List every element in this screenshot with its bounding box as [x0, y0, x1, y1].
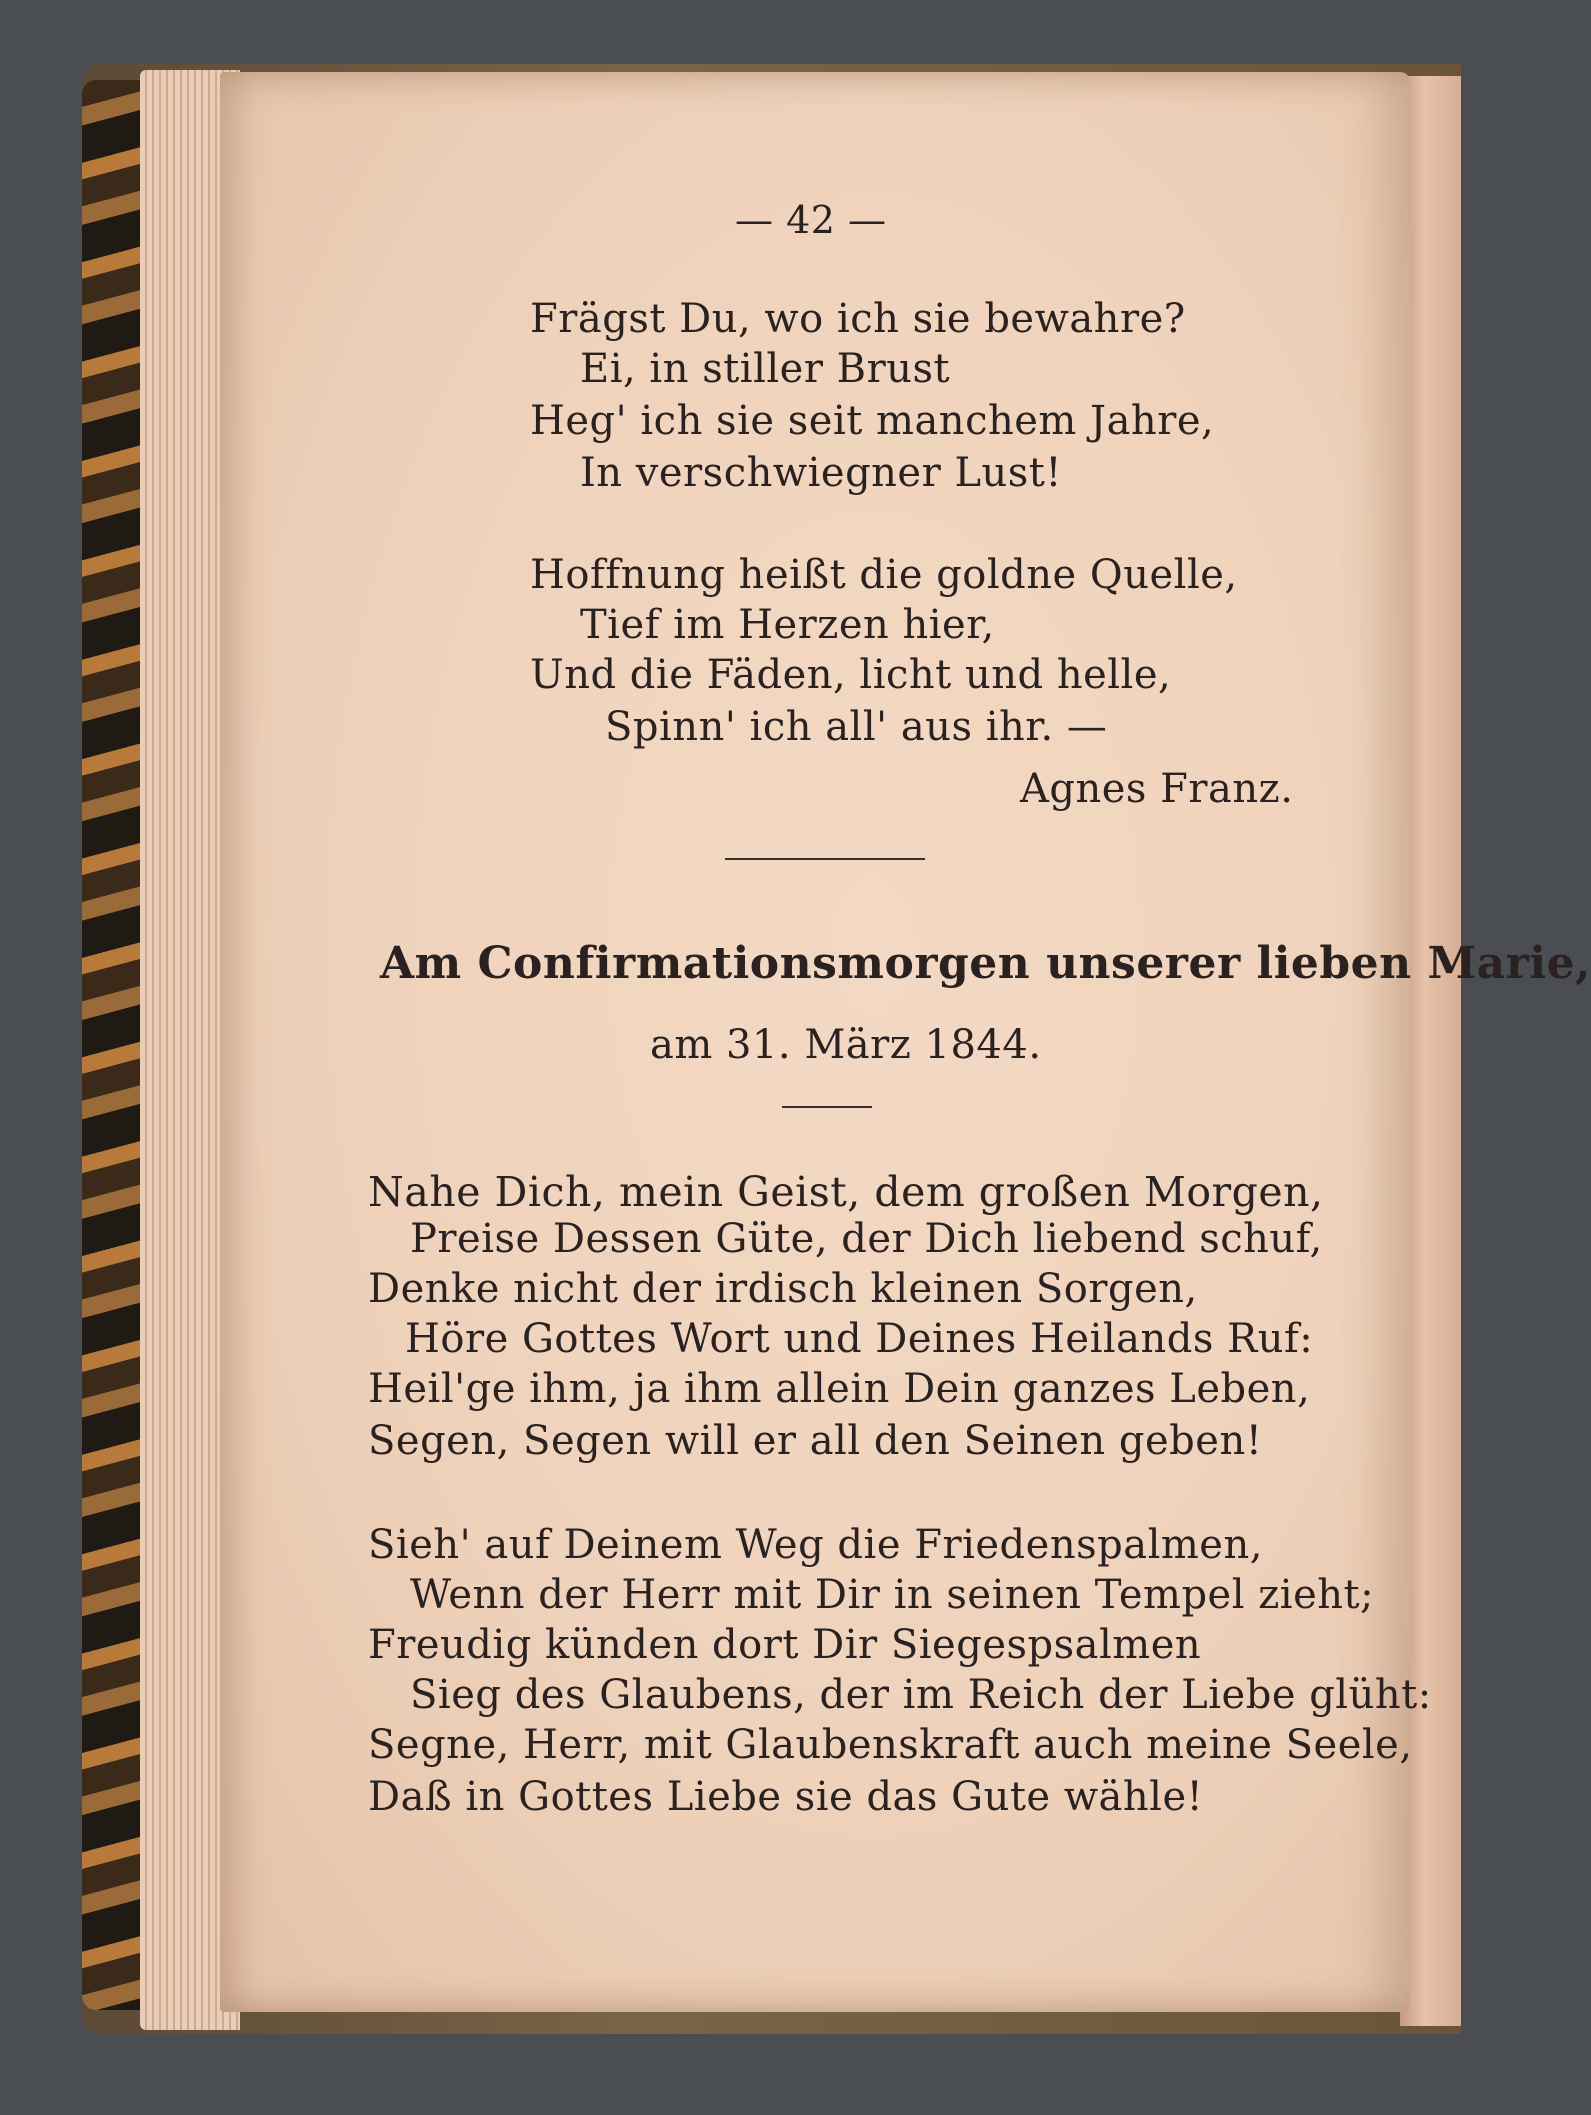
- stanza1-line-4: In verschwiegner Lust!: [580, 450, 1062, 496]
- stanza4-line-3: Freudig künden dort Dir Siegespsalmen: [368, 1622, 1202, 1668]
- stanza2-line-1: Hoffnung heißt die goldne Quelle,: [530, 552, 1238, 598]
- stanza3-line-3: Denke nicht der irdisch kleinen Sorgen,: [368, 1266, 1198, 1312]
- stanza2-line-2: Tief im Herzen hier,: [580, 602, 995, 648]
- stanza4-line-5: Segne, Herr, mit Glaubenskraft auch meine Seele,: [368, 1722, 1413, 1768]
- stanza1-line-1: Frägst Du, wo ich sie bewahre?: [530, 296, 1186, 342]
- poem-date: am 31. März 1844.: [650, 1022, 1042, 1068]
- stanza3-line-5: Heil'ge ihm, ja ihm allein Dein ganzes Leben,: [368, 1366, 1311, 1412]
- stanza2-line-4: Spinn' ich all' aus ihr. —: [605, 704, 1108, 750]
- poem-title: Am Confirmationsmorgen unserer lieben Marie,: [380, 938, 1591, 989]
- stanza2-line-3: Und die Fäden, licht und helle,: [530, 652, 1172, 698]
- page-number: — 42 —: [735, 198, 887, 242]
- stanza4-line-1: Sieh' auf Deinem Weg die Friedenspalmen,: [368, 1522, 1263, 1568]
- section-divider: [725, 858, 925, 860]
- stanza3-line-4: Höre Gottes Wort und Deines Heilands Ruf:: [405, 1316, 1314, 1362]
- stanza3-line-6: Segen, Segen will er all den Seinen geben!: [368, 1418, 1263, 1464]
- title-divider: [782, 1106, 872, 1108]
- stanza4-line-6: Daß in Gottes Liebe sie das Gute wähle!: [368, 1774, 1204, 1820]
- author-signature: Agnes Franz.: [1020, 766, 1294, 812]
- stanza3-line-2: Preise Dessen Güte, der Dich liebend schuf,: [410, 1216, 1323, 1262]
- stanza4-line-4: Sieg des Glaubens, der im Reich der Liebe glüht:: [410, 1672, 1432, 1718]
- stanza1-line-2: Ei, in stiller Brust: [580, 346, 951, 392]
- stanza4-line-2: Wenn der Herr mit Dir in seinen Tempel zieht;: [410, 1572, 1375, 1618]
- stanza3-line-1: Nahe Dich, mein Geist, dem großen Morgen,: [368, 1168, 1324, 1216]
- stanza1-line-3: Heg' ich sie seit manchem Jahre,: [530, 398, 1215, 444]
